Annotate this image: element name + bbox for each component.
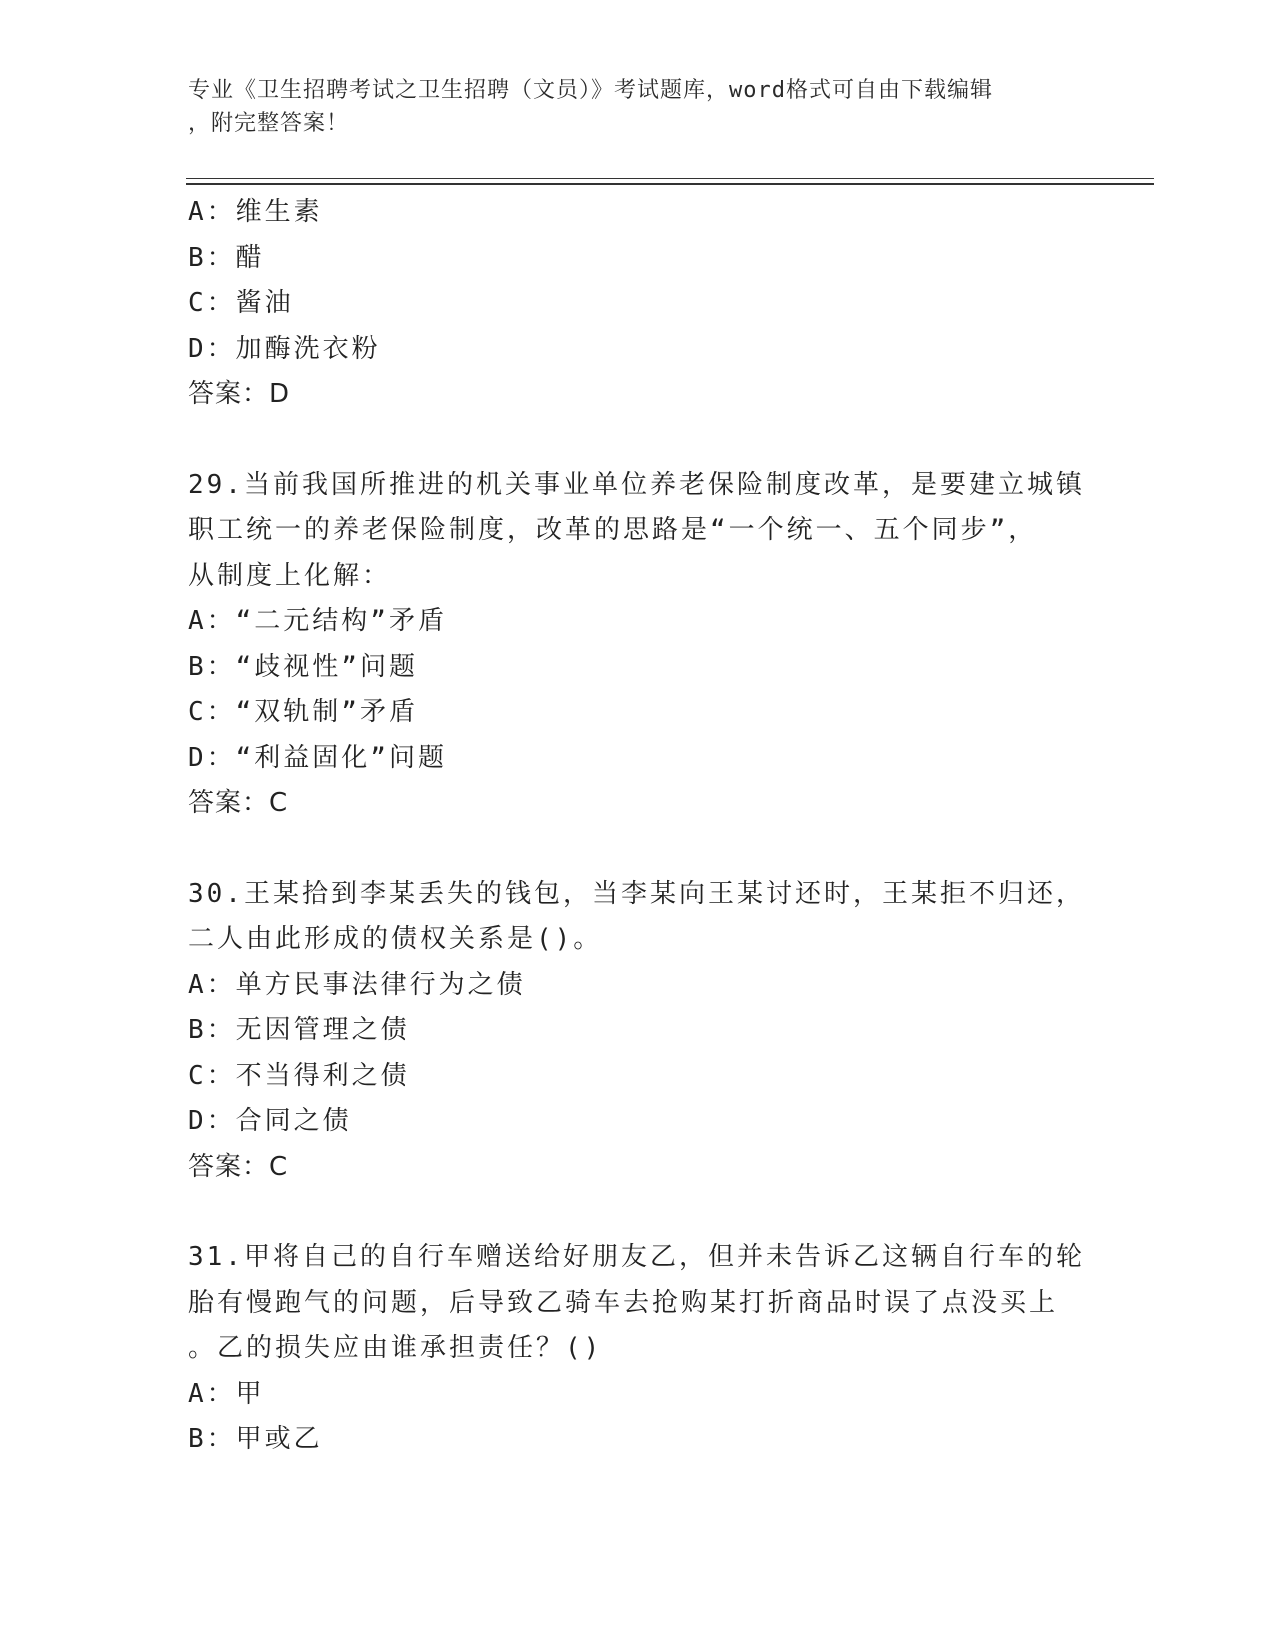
question-stem-line: 从制度上化解： bbox=[188, 560, 392, 591]
header-line-1: 专业《卫生招聘考试之卫生招聘（文员）》考试题库，word格式可自由下载编辑 bbox=[188, 78, 993, 103]
option-c: C：“双轨制”矛盾 bbox=[188, 697, 418, 727]
header-rule-thin bbox=[186, 178, 1154, 179]
option-d: D：合同之债 bbox=[188, 1106, 352, 1136]
option-d: D：加酶洗衣粉 bbox=[188, 333, 381, 364]
option-d: D：“利益固化”问题 bbox=[188, 742, 447, 773]
option-a: A：“二元结构”矛盾 bbox=[188, 606, 447, 636]
header-rule-thick bbox=[186, 183, 1154, 185]
option-b: B：甲或乙 bbox=[188, 1424, 323, 1454]
question-stem-line: 职工统一的养老保险制度，改革的思路是“一个统一、五个同步”， bbox=[188, 515, 1038, 545]
option-b: B：无因管理之债 bbox=[188, 1015, 410, 1045]
answer: 答案：D bbox=[188, 379, 291, 409]
question-30 bbox=[188, 872, 1088, 1191]
question-content bbox=[188, 190, 1088, 1463]
question-28 bbox=[188, 190, 1088, 418]
question-31 bbox=[188, 1235, 1088, 1463]
document-header bbox=[188, 74, 1088, 140]
option-b: B：醋 bbox=[188, 242, 265, 273]
option-a: A：甲 bbox=[188, 1378, 265, 1409]
option-a: A：维生素 bbox=[188, 197, 323, 227]
answer: 答案：C bbox=[188, 788, 289, 818]
answer: 答案：C bbox=[188, 1151, 289, 1182]
question-stem-line: 。乙的损失应由谁承担责任？() bbox=[188, 1333, 603, 1363]
question-stem-line: 30.王某拾到李某丢失的钱包，当李某向王某讨还时，王某拒不归还， bbox=[188, 878, 1085, 909]
question-29 bbox=[188, 463, 1088, 827]
option-b: B：“歧视性”问题 bbox=[188, 651, 418, 682]
question-stem-line: 胎有慢跑气的问题，后导致乙骑车去抢购某打折商品时误了点没买上 bbox=[188, 1287, 1059, 1318]
option-c: C：酱油 bbox=[188, 288, 294, 318]
option-c: C：不当得利之债 bbox=[188, 1060, 410, 1091]
question-stem-line: 31.甲将自己的自行车赠送给好朋友乙，但并未告诉乙这辆自行车的轮 bbox=[188, 1242, 1085, 1272]
question-stem-line: 二人由此形成的债权关系是()。 bbox=[188, 924, 603, 954]
header-line-2: ，附完整答案！ bbox=[188, 111, 350, 136]
option-a: A：单方民事法律行为之债 bbox=[188, 969, 526, 1000]
question-stem-line: 29.当前我国所推进的机关事业单位养老保险制度改革，是要建立城镇 bbox=[188, 469, 1085, 500]
